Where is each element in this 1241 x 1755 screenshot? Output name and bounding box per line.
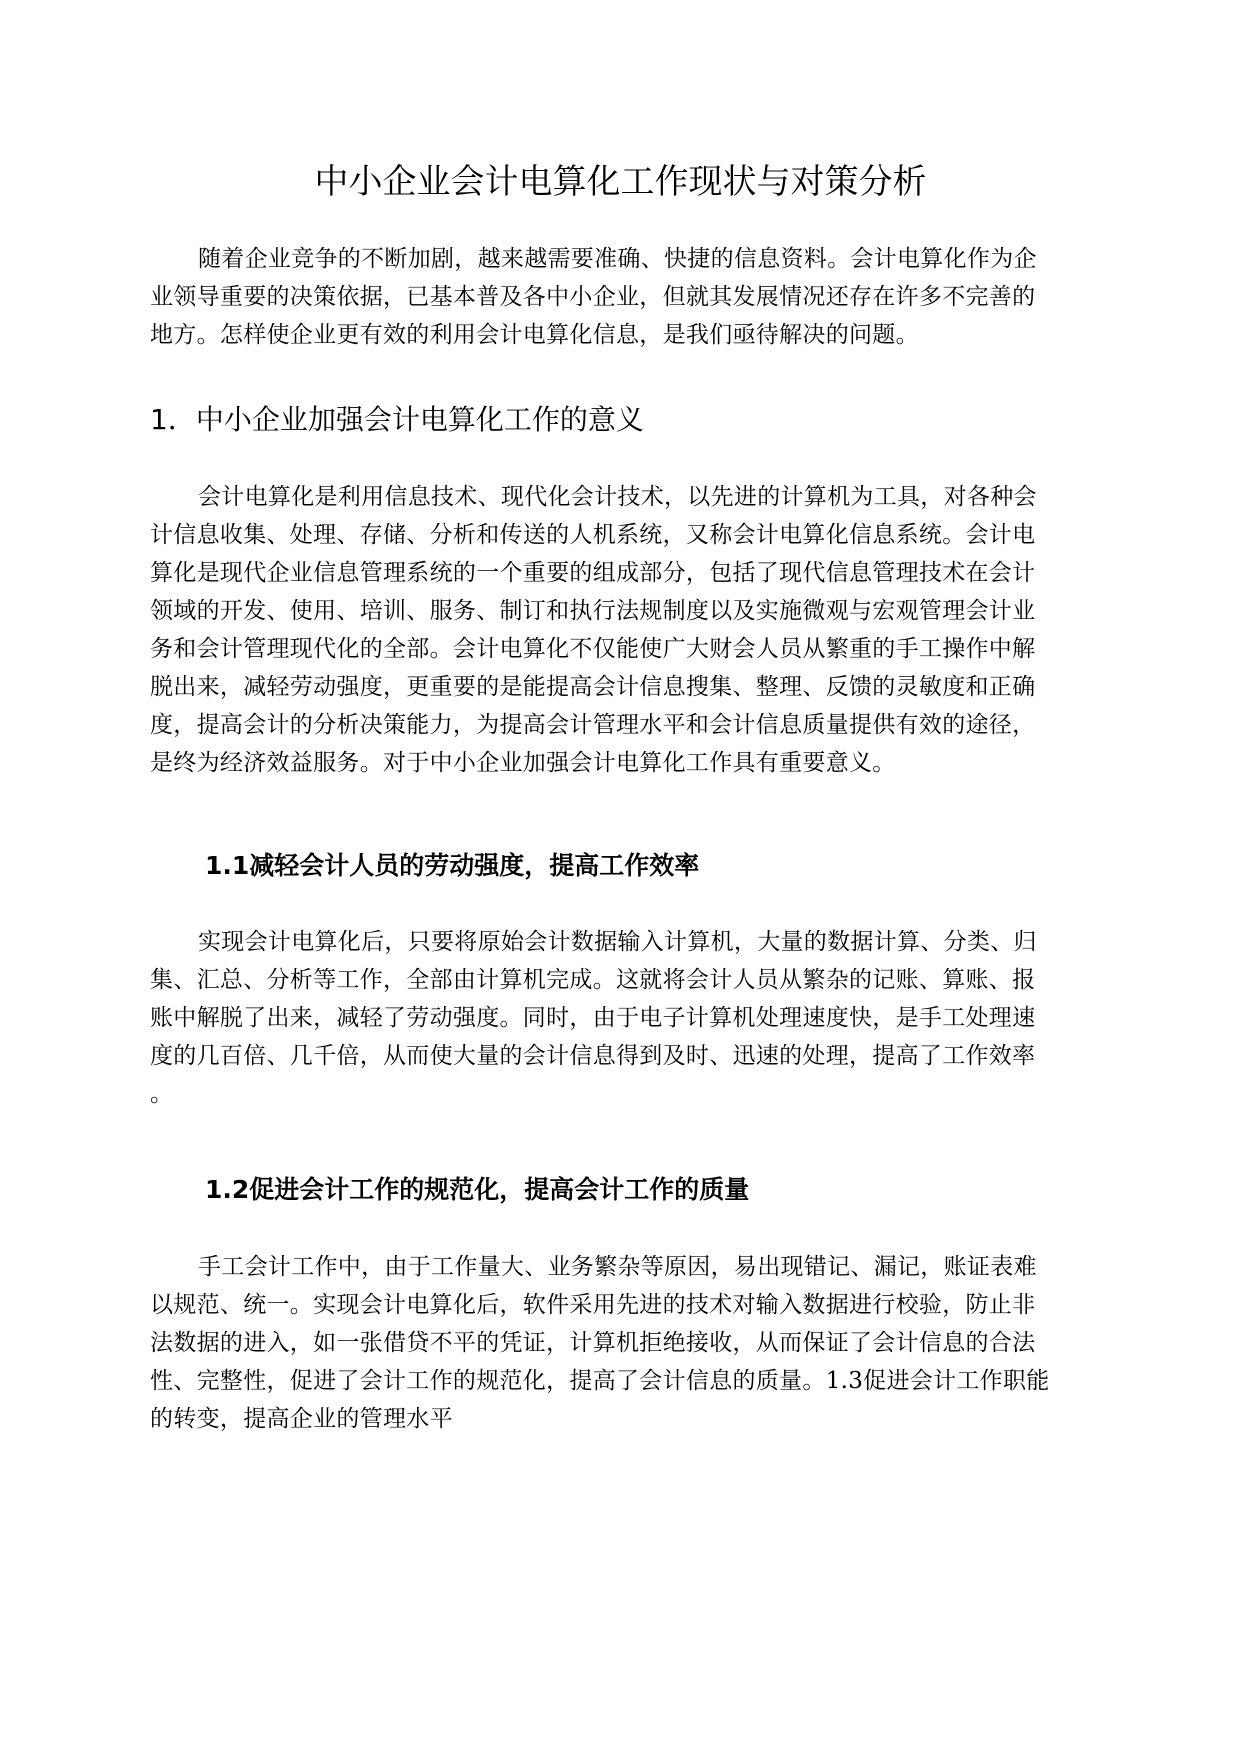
page-title: 中小企业会计电算化工作现状与对策分析: [314, 162, 927, 202]
paragraph-line: 的转变，提高企业的管理水平: [150, 1406, 453, 1432]
paragraph-line: 以规范、统一。实现会计电算化后，软件采用先进的技术对输入数据进行校验，防止非: [150, 1292, 1036, 1318]
paragraph-line: 计信息收集、处理、存储、分析和传送的人机系统，又称会计电算化信息系统。会计电: [150, 522, 1036, 548]
section-1-1-heading: 1.1减轻会计人员的劳动强度，提高工作效率: [205, 851, 700, 880]
section-1-paragraph: [150, 478, 1094, 782]
paragraph-line: 是终为经济效益服务。对于中小企业加强会计电算化工作具有重要意义。: [150, 750, 896, 776]
paragraph-line: 账中解脱了出来，减轻了劳动强度。同时，由于电子计算机处理速度快，是手工处理速: [150, 1005, 1036, 1031]
paragraph-line: 度的几百倍、几千倍，从而使大量的会计信息得到及时、迅速的处理，提高了工作效率: [150, 1043, 1036, 1069]
paragraph-line: 集、汇总、分析等工作，全部由计算机完成。这就将会计人员从繁杂的记账、算账、报: [150, 967, 1036, 993]
paragraph-line: 会计电算化是利用信息技术、现代化会计技术，以先进的计算机为工具，对各种会: [198, 484, 1037, 510]
paragraph-line: 手工会计工作中，由于工作量大、业务繁杂等原因，易出现错记、漏记，账证表难: [198, 1254, 1037, 1280]
section-1-1-paragraph: [150, 923, 1094, 1113]
paragraph-line: 脱出来，减轻劳动强度，更重要的是能提高会计信息搜集、整理、反馈的灵敏度和正确: [150, 674, 1036, 700]
section-1-2-heading: 1.2促进会计工作的规范化，提高会计工作的质量: [205, 1175, 750, 1204]
section-1-2-paragraph: [150, 1248, 1094, 1438]
paragraph-line: 法数据的进入，如一张借贷不平的凭证，计算机拒绝接收，从而保证了会计信息的合法: [150, 1330, 1036, 1356]
paragraph-line: 算化是现代企业信息管理系统的一个重要的组成部分，包括了现代信息管理技术在会计: [150, 560, 1036, 586]
paragraph-line: 务和会计管理现代化的全部。会计电算化不仅能使广大财会人员从繁重的手工操作中解: [150, 636, 1036, 662]
intro-line: 随着企业竞争的不断加剧，越来越需要准确、快捷的信息资料。会计电算化作为企: [198, 246, 1037, 272]
section-1-heading: 1．中小企业加强会计电算化工作的意义: [150, 403, 644, 436]
paragraph-line: 。: [150, 1081, 174, 1107]
intro-line: 地方。怎样使企业更有效的利用会计电算化信息，是我们亟待解决的问题。: [150, 322, 919, 348]
paragraph-line: 度，提高会计的分析决策能力，为提高会计管理水平和会计信息质量提供有效的途径，: [150, 712, 1036, 738]
paragraph-line: 领域的开发、使用、培训、服务、制订和执行法规制度以及实施微观与宏观管理会计业: [150, 598, 1036, 624]
paragraph-line: 实现会计电算化后，只要将原始会计数据输入计算机，大量的数据计算、分类、归: [198, 929, 1037, 955]
intro-line: 业领导重要的决策依据，已基本普及各中小企业，但就其发展情况还存在许多不完善的: [150, 284, 1036, 310]
intro-paragraph: [150, 240, 1094, 354]
paragraph-line: 性、完整性，促进了会计工作的规范化，提高了会计信息的质量。1.3促进会计工作职能: [150, 1368, 1050, 1394]
